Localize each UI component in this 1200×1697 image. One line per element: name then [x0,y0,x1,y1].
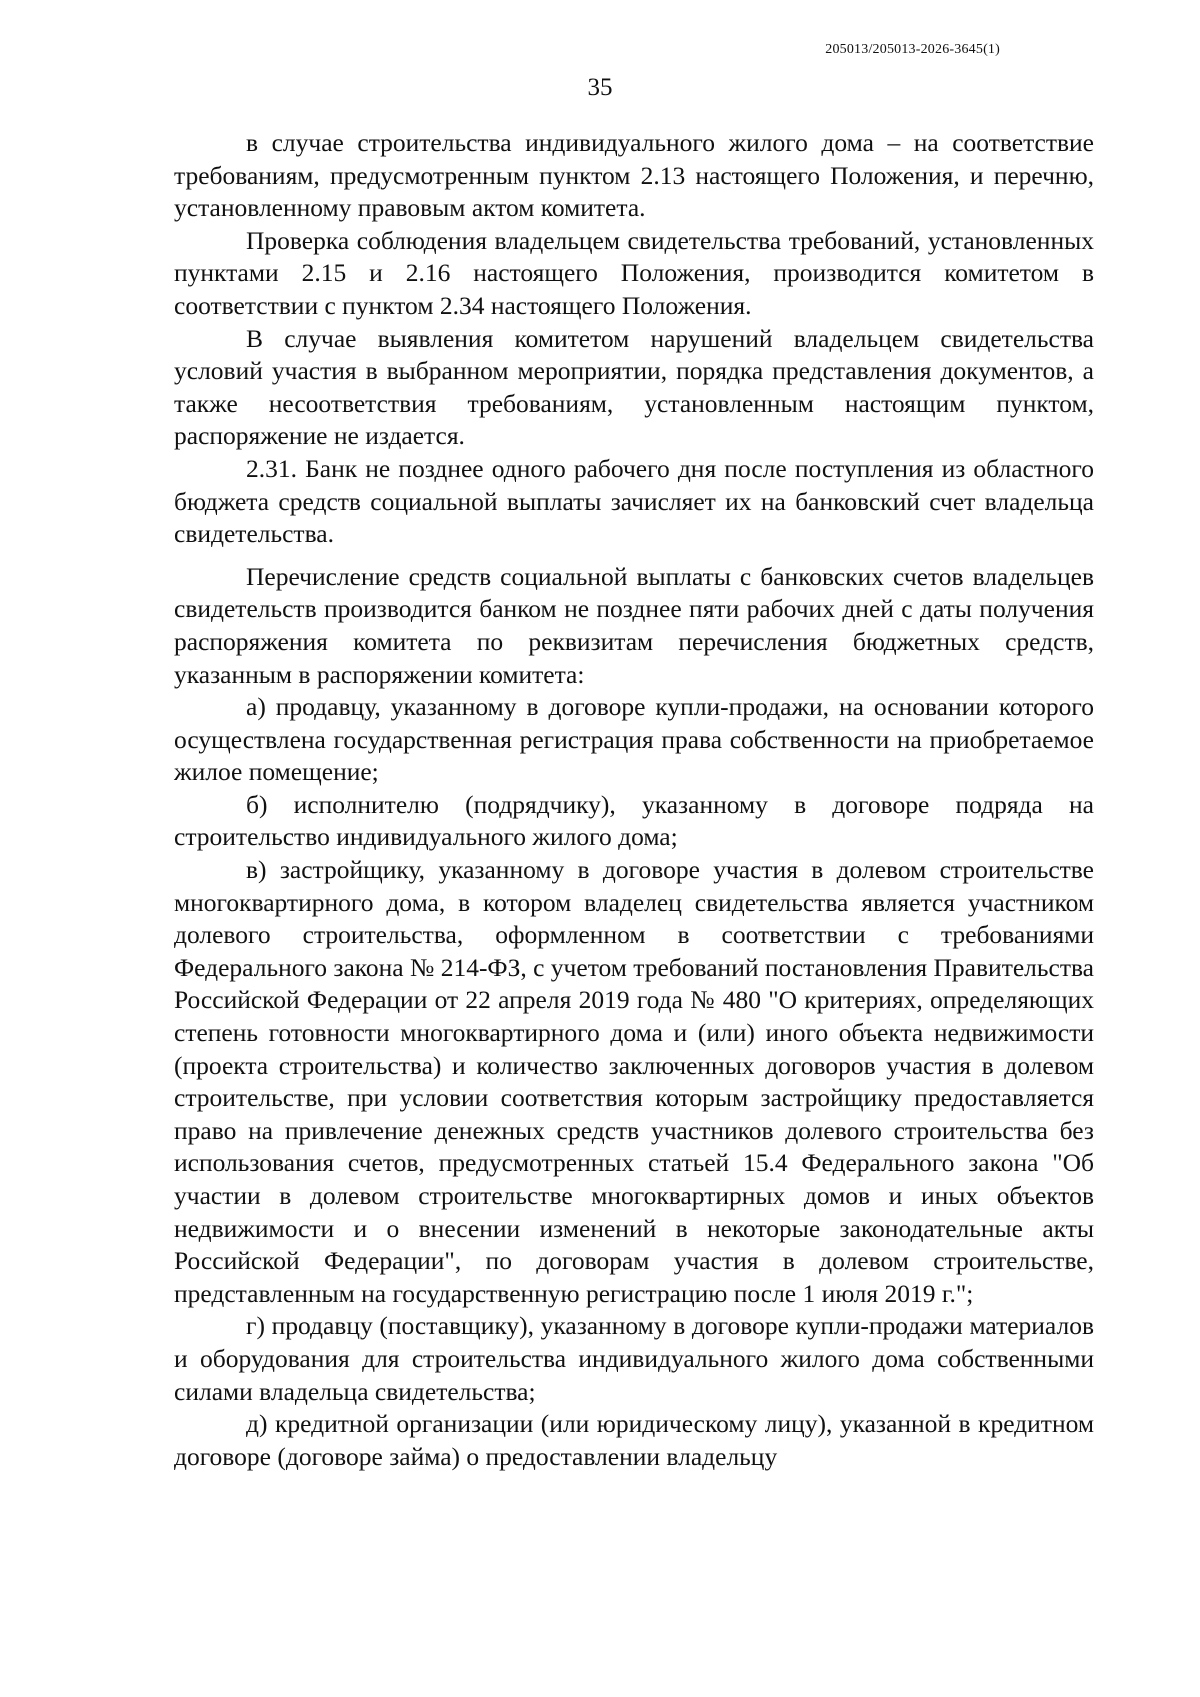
list-item-a: а) продавцу, указанному в договоре купли-продажи, на основании которого осуществлена государственная регистрация права собственности на приобретаемое жилое помещение; [174,692,1094,787]
document-body [174,127,1094,1473]
paragraph-construction-compliance: в случае строительства индивидуального жилого дома – на соответствие требованиям, предусмотренным пунктом 2.13 настоящего Положения, и перечню, установленному правовым актом комитета. [174,128,1094,223]
list-item-g: г) продавцу (поставщику), указанному в договоре купли-продажи материалов и оборудования для строительства индивидуального жилого дома собственными силами владельца свидетельства; [174,1311,1094,1406]
list-item-d: д) кредитной организации (или юридическому лицу), указанной в кредитном договоре (договоре займа) о предоставлении владельцу [174,1409,1094,1471]
paragraph-violations: В случае выявления комитетом нарушений владельцем свидетельства условий участия в выбранном мероприятии, порядка представления документов, а также несоответствия требованиям, установленным настоящим пунктом, распоряжение не издается. [174,323,1094,451]
document-registration-number: 205013/205013-2026-3645(1) [825,42,1000,57]
page-number: 35 [587,74,613,101]
paragraph-transfer: Перечисление средств социальной выплаты с банковских счетов владельцев свидетельств производится банком не позднее пяти рабочих дней с даты получения распоряжения комитета по реквизитам перечисления бюджетных средств, указанным в распоряжении комитета: [174,561,1094,689]
list-item-b: б) исполнителю (подрядчику), указанному в договоре подряда на строительство индивидуального жилого дома; [174,789,1094,852]
list-item-v: в) застройщику, указанному в договоре участия в долевом строительстве многоквартирного дома, в котором владелец свидетельства является участником долевого строительства, оформленном в соответствии с требованиями Федерального закона № 214-ФЗ, с учетом требований постановления Правительства Российской Федерации от 22 апреля 2019 года № 480 "О критериях, определяющих степень готовности многоквартирного дома и (или) иного объекта недвижимости (проекта строительства) и количество заключенных договоров участия в долевом строительстве, при условии соответствия которым застройщику предоставляется право на привлечение денежных средств участников долевого строительства без использования счетов, предусмотренных статьей 15.4 Федерального закона "Об участии в долевом строительстве многоквартирных домов и иных объектов недвижимости и о внесении изменений в некоторые законодательные акты Российской Федерации", по договорам участия в долевом строительстве, представленным на государственную регистрацию после 1 июля 2019 г."; [174,855,1094,1308]
paragraph-verification: Проверка соблюдения владельцем свидетельства требований, установленных пунктами 2.15 и 2.16 настоящего Положения, производится комитетом в соответствии с пунктом 2.34 настоящего Положения. [174,225,1094,320]
paragraph-2-31: 2.31. Банк не позднее одного рабочего дня после поступления из областного бюджета средств социальной выплаты зачисляет их на банковский счет владельца свидетельства. [174,453,1094,549]
